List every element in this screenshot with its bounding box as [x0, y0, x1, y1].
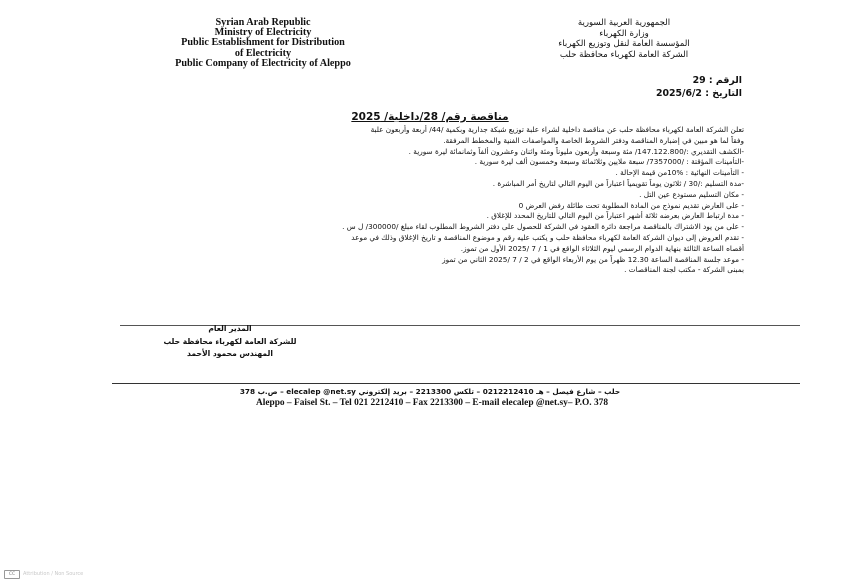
body-line: -التأمينات المؤقتة : /7357000/ سبعة ملايين وثلاثمائة وسبعة وخمسون ألف ليرة سورية . — [474, 157, 744, 167]
reference-number-label: الرقم : — [708, 75, 742, 86]
body-line: وفقاً لما هو مبين في إضبارة المناقصة ودفتر الشروط الخاصة والمواصفات الفنية والمخطط المرفقة. — [443, 135, 744, 145]
body-line: - تقدم العروض إلى ديوان الشركة العامة لكهرباء محافظة حلب و يكتب عليه رقم و موضوع المناقصة و تاريخ الإغلاق وذلك في موعد — [351, 232, 744, 242]
body-line: - على العارض تقديم نموذج من المادة المطلوبة تحت طائلة رفض العرض 0 — [518, 200, 744, 210]
letterhead-line: Ministry of Electricity — [214, 27, 312, 39]
signature-block — [155, 323, 305, 361]
letterhead-line: الجمهورية العربية السورية — [577, 18, 671, 28]
footer-arabic: حلب – شارع فيصل – هـ 0212212410 – تلكس 2213300 – بريد إلكتروني elecalep @net.sy – ص.ب 378 — [239, 387, 621, 396]
body-line: بمبنى الشركة - مكتب لجنة المناقصات . — [624, 265, 744, 275]
signature-line: المهندس محمود الأحمد — [187, 349, 273, 358]
reference-number-value: 29 — [692, 75, 706, 86]
body-line: -الكشف التقديري :/147.122.800/ مئة وسبعة وأربعون مليوناً ومئة واثنان وعشرون ألفاً وثمانمائة ليرة سورية . — [408, 146, 744, 156]
watermark-text: Attribution / Non Source — [23, 571, 84, 577]
letterhead-line: Public Company of Electricity of Aleppo — [175, 57, 351, 69]
tender-title — [300, 110, 560, 124]
letterhead-line: Public Establishment for Distribution — [181, 37, 345, 49]
reference-date-value: 2025/6/2 — [655, 88, 702, 99]
body-line: -مدة التسليم :/30 / ثلاثون يوماً تقويمياً اعتباراً من اليوم التالي لتاريخ أمر المباشرة . — [492, 178, 744, 188]
body-line: - موعد جلسة المناقصة الساعة 12.30 ظهراً من يوم الأربعاء الواقع في 2 / 7 /2025 الثاني من تموز — [442, 254, 744, 264]
reference-number — [590, 74, 742, 87]
body-line: - التأمينات النهائية : %10من قيمة الإحالة . — [615, 168, 744, 178]
letterhead-line: المؤسسة العامة لنقل وتوزيع الكهرباء — [558, 39, 690, 50]
letterhead-line: وزارة الكهرباء — [599, 28, 649, 39]
reference-date — [590, 87, 742, 100]
letterhead-line: الشركة العامة لكهرباء محافظة حلب — [559, 49, 689, 60]
tender-title-text: مناقصة رقم/ 28/داخلية/ 2025 — [351, 111, 509, 123]
letterhead-line: Syrian Arab Republic — [215, 17, 311, 28]
body-line: - مدة ارتباط العارض بعرضه ثلاثة أشهر اعتباراً من اليوم التالي للتاريخ المحدد للإغلاق . — [486, 211, 744, 221]
body-line: - على من يود الاشتراك بالمناقصة مراجعة دائرة العقود في الشركة للحصول على دفتر الشروط المطلوب لقاء مبلغ /300000/ ل س . — [342, 222, 744, 232]
body-line: - مكان التسليم مستودع عين التل . — [639, 189, 744, 199]
signature-line: المدير العام — [208, 324, 252, 333]
tender-body — [112, 125, 744, 276]
footer-divider — [112, 383, 800, 384]
body-line: تعلن الشركة العامة لكهرباء محافظة حلب عن مناقصة داخلية لشراء علبة توزيع شبكة جدارية وبكمية /44/ أربعة وأربعون علبة — [370, 125, 744, 134]
body-line: أقصاه الساعة الثالثة بنهاية الدوام الرسمي ليوم الثلاثاء الواقع في 1 / 7 /2025 الأول من تموز. — [460, 243, 744, 253]
arabic-letterhead — [520, 18, 728, 60]
reference-block — [590, 74, 742, 100]
cc-license-icon: CC — [4, 570, 20, 579]
footer-english: Aleppo – Faisel St. – Tel 021 2212410 – Fax 2213300 – E-mail elecalep @net.sy– P.O. 378 — [255, 398, 609, 408]
signature-line: للشركة العامة لكهرباء محافظة حلب — [163, 336, 297, 346]
english-letterhead — [118, 18, 408, 69]
letterhead-line: of Electricity — [234, 47, 292, 59]
license-watermark — [4, 570, 83, 578]
reference-date-label: التاريخ : — [705, 88, 742, 99]
